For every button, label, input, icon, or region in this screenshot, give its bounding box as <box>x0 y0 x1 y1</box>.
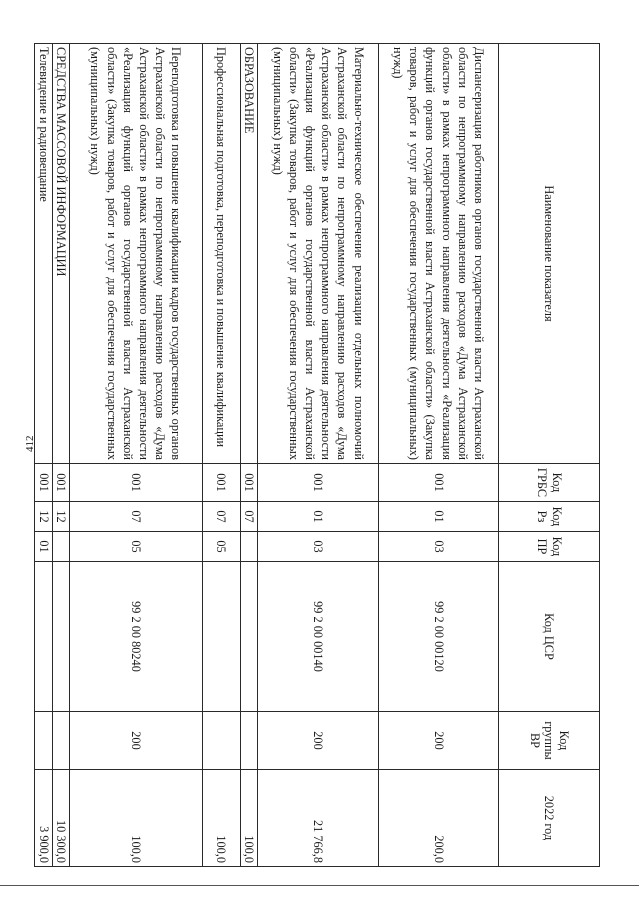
header-grbs: Код ГРБС <box>499 464 600 502</box>
row-csr: 99 2 00 00140 <box>258 562 379 712</box>
row-csr: 99 2 00 80240 <box>69 562 202 712</box>
row-name: Профессиональная подготовка, переподготовка и повышение квалификации <box>202 44 240 464</box>
row-csr <box>240 562 257 712</box>
row-csr <box>35 562 52 712</box>
row-pr: 05 <box>69 532 202 562</box>
row-rz: 01 <box>258 502 379 532</box>
row-pr: 05 <box>202 532 240 562</box>
table-header-row <box>499 44 600 867</box>
header-pr: Код ПР <box>499 532 600 562</box>
row-grbs: 001 <box>52 464 69 502</box>
header-year: 2022 год <box>499 770 600 867</box>
header-csr: Код ЦСР <box>499 562 600 712</box>
table-row <box>35 44 52 867</box>
row-vr: 200 <box>258 712 379 770</box>
row-vr <box>240 712 257 770</box>
row-amount: 3 900,0 <box>35 770 52 867</box>
row-csr <box>52 562 69 712</box>
budget-table <box>34 43 600 867</box>
row-name: СРЕДСТВА МАССОВОЙ ИНФОРМАЦИИ <box>52 44 69 464</box>
row-grbs: 001 <box>202 464 240 502</box>
table-row <box>202 44 240 867</box>
row-vr: 200 <box>379 712 499 770</box>
row-vr <box>202 712 240 770</box>
row-rz: 07 <box>69 502 202 532</box>
row-pr <box>240 532 257 562</box>
row-rz: 07 <box>240 502 257 532</box>
row-vr: 200 <box>69 712 202 770</box>
table-row <box>52 44 69 867</box>
table-row <box>240 44 257 867</box>
header-vr: Код группы ВР <box>499 712 600 770</box>
row-amount: 100,0 <box>240 770 257 867</box>
header-name: Наименование показателя <box>499 44 600 464</box>
row-grbs: 001 <box>35 464 52 502</box>
row-amount: 21 766,8 <box>258 770 379 867</box>
row-name: Телевидение и радиовещание <box>35 44 52 464</box>
row-pr <box>52 532 69 562</box>
table-row <box>379 44 499 867</box>
row-grbs: 001 <box>240 464 257 502</box>
bottom-rule-divider <box>0 885 639 886</box>
row-pr: 01 <box>35 532 52 562</box>
row-grbs: 001 <box>379 464 499 502</box>
row-csr: 99 2 00 00120 <box>379 562 499 712</box>
row-name: Переподготовка и повышение квалификации кадров государственных органов Астраханской области по непрограммному направлению расходов «Дума Астраханской области» в рамках непрограммного направления деятельности «Реализация функций органов государственной власти Астраханской области» (Закупка товаров, работ и услуг для обеспечения государственных (муниципальных) нужд) <box>69 44 202 464</box>
row-grbs: 001 <box>69 464 202 502</box>
row-pr: 03 <box>379 532 499 562</box>
row-name: ОБРАЗОВАНИЕ <box>240 44 257 464</box>
table-row <box>258 44 379 867</box>
row-rz: 12 <box>52 502 69 532</box>
row-amount: 100,0 <box>69 770 202 867</box>
row-name: Материально-техническое обеспечение реализации отдельных полномочий Астраханской области по непрограммному направлению расходов «Дума Астраханской области» в рамках непрограммного направления деятельности «Реализация функций органов государственной власти Астраханской области» (Закупка товаров, работ и услуг для обеспечения государственных (муниципальных) нужд) <box>258 44 379 464</box>
row-grbs: 001 <box>258 464 379 502</box>
row-vr <box>52 712 69 770</box>
row-vr <box>35 712 52 770</box>
row-amount: 10 300,0 <box>52 770 69 867</box>
row-csr <box>202 562 240 712</box>
row-amount: 100,0 <box>202 770 240 867</box>
row-pr: 03 <box>258 532 379 562</box>
table-row <box>69 44 202 867</box>
row-rz: 07 <box>202 502 240 532</box>
row-rz: 01 <box>379 502 499 532</box>
page-number: 412 <box>24 435 36 452</box>
row-amount: 200,0 <box>379 770 499 867</box>
row-rz: 12 <box>35 502 52 532</box>
rotated-table-container <box>36 43 600 866</box>
row-name: Диспансеризация работников органов государственной власти Астраханской области по непрограммному направлению расходов «Дума Астраханской области» в рамках непрограммного направления деятельности «Реализация функций органов государственной власти Астраханской области» (Закупка товаров, работ и услуг для обеспечения государственных (муниципальных) нужд) <box>379 44 499 464</box>
header-rz: Код Рз <box>499 502 600 532</box>
